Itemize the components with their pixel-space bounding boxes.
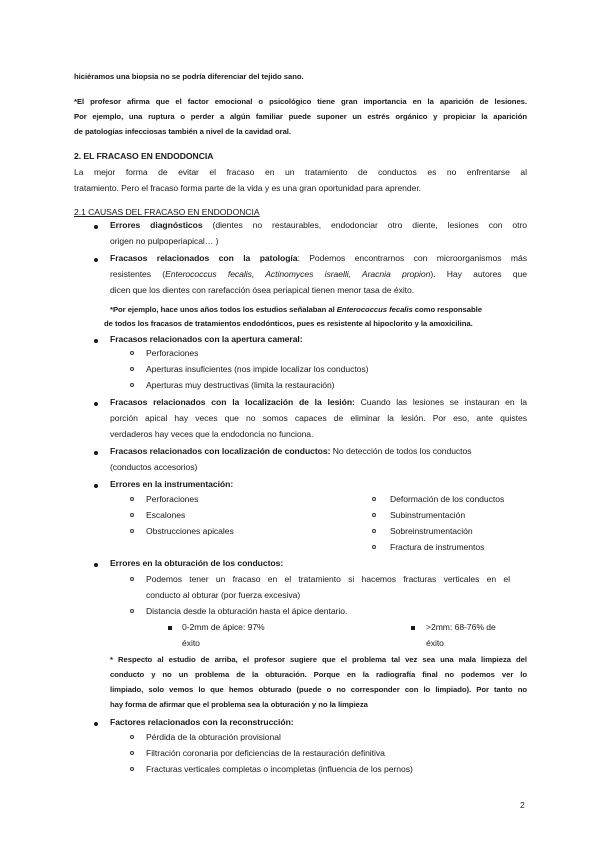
circle-bullet-icon bbox=[130, 767, 134, 771]
bullet-icon bbox=[94, 402, 98, 406]
circle-bullet-icon bbox=[130, 609, 134, 613]
bullet-icon bbox=[94, 225, 98, 229]
square-bullet-icon bbox=[411, 626, 415, 630]
bullet-icon bbox=[94, 722, 98, 726]
circle-bullet-icon bbox=[130, 497, 134, 501]
circle-bullet-icon bbox=[372, 497, 376, 501]
subsection-heading: 2.1 CAUSAS DEL FRACASO EN ENDODONCIA bbox=[74, 207, 260, 217]
section-heading: 2. EL FRACASO EN ENDODONCIA bbox=[74, 151, 214, 161]
bullet-icon bbox=[94, 258, 98, 262]
bullet-icon bbox=[94, 339, 98, 343]
circle-bullet-icon bbox=[130, 735, 134, 739]
circle-bullet-icon bbox=[130, 367, 134, 371]
circle-bullet-icon bbox=[130, 383, 134, 387]
circle-bullet-icon bbox=[372, 529, 376, 533]
square-bullet-icon bbox=[168, 626, 172, 630]
circle-bullet-icon bbox=[130, 751, 134, 755]
bullet-icon bbox=[94, 484, 98, 488]
circle-bullet-icon bbox=[372, 545, 376, 549]
circle-bullet-icon bbox=[130, 351, 134, 355]
document-page: hiciéramos una biopsia no se podría diferenciar del tejido sano. *El profesor afirma que el factor emocional o psicológico tiene gran importancia en la aparición de lesiones. Por ejemplo, una ruptura o perder a algún familiar puede suponer un estrés orgánico y propiciar la aparición de patologías infecciosas también a nivel de la cavidad oral. 2. EL FRACASO EN ENDODONCIA La mejor forma de evitar el fracaso en un tratamiento de conductos es no enfrentarse al tratamiento. Pero el fracaso forma parte de la vida y es una gran oportunidad para aprender. 2.1 CAUSAS DEL FRACASO EN ENDODONCIA Errores diagnósticos (dientes no restaurables, endodonciar otro diente, lesiones con otro origen no pulpoperiapical… ) Fracasos relacionados con la patología: Podemos encontrarnos con microorganismos más resistentes (Enterococcus fecalis, Actinomyces israelli, Aracnia propion). Hay autores que dicen que los dientes con rarefacción ósea periapical tienen menor tasa de éxito. *Por ejemplo, hace unos años todos los estudios señalaban al Enterococcus fecalis como responsable de todos los fracasos de tratamientos endodónticos, pues es resistente al hipoclorito y la amoxicilina. Fracasos relacionados con la apertura cameral: Perforaciones Aperturas insuficientes (nos impide localizar los conductos) Aperturas muy destructivas (limita la restauración) Fracasos relacionados con la localización de la lesión: Cuando las lesiones se instauran en la porción apical hay veces que no somos capaces de eliminar la lesión. Por eso, ante quistes verdaderos hay veces que la endodoncia no funciona. Fracasos relacionados con localización de conductos: No detección de todos los conductos (conductos accesorios) Errores en la instrumentación: Perforaciones Escalones Obstrucciones apicales Deformación de los conductos Subinstrumentación Sobreinstrumentación Fractura de instrumentos Errores en la obturación de los conductos: Podemos tener un fracaso en el tratamiento si hacemos fracturas verticales en el conducto al obturar (por fuerza excesiva) Distancia desde la obturación hasta el ápice dentario. 0-2mm de ápice: 97% éxito >2mm: 68-76% de éxito * Respecto al estudio de arriba, el profesor sugiere que el problema tal vez sea una mala limpieza del conducto y no un problema de la obturación. Porque en la radiografía final no podemos ver lo limpiado, solo vemos lo que hemos obturado (puede o no corresponder con lo limpiado). Por tanto no hay forma de afirmar que el problema sea la obturación y no la limpieza Factores relacionados con la reconstrucción: Pérdida de la obturación provisional Filtración coronaria por deficiencias de la restauración definitiva Fracturas verticales completas o incompletas (influencia de los pernos) 2 bbox=[74, 72, 527, 810]
circle-bullet-icon bbox=[372, 513, 376, 517]
bullet-icon bbox=[94, 451, 98, 455]
bullet-icon bbox=[94, 563, 98, 567]
continuation-line: hiciéramos una biopsia no se podría diferenciar del tejido sano. bbox=[74, 72, 304, 81]
page-number: 2 bbox=[520, 800, 525, 810]
circle-bullet-icon bbox=[130, 577, 134, 581]
circle-bullet-icon bbox=[130, 513, 134, 517]
circle-bullet-icon bbox=[130, 529, 134, 533]
